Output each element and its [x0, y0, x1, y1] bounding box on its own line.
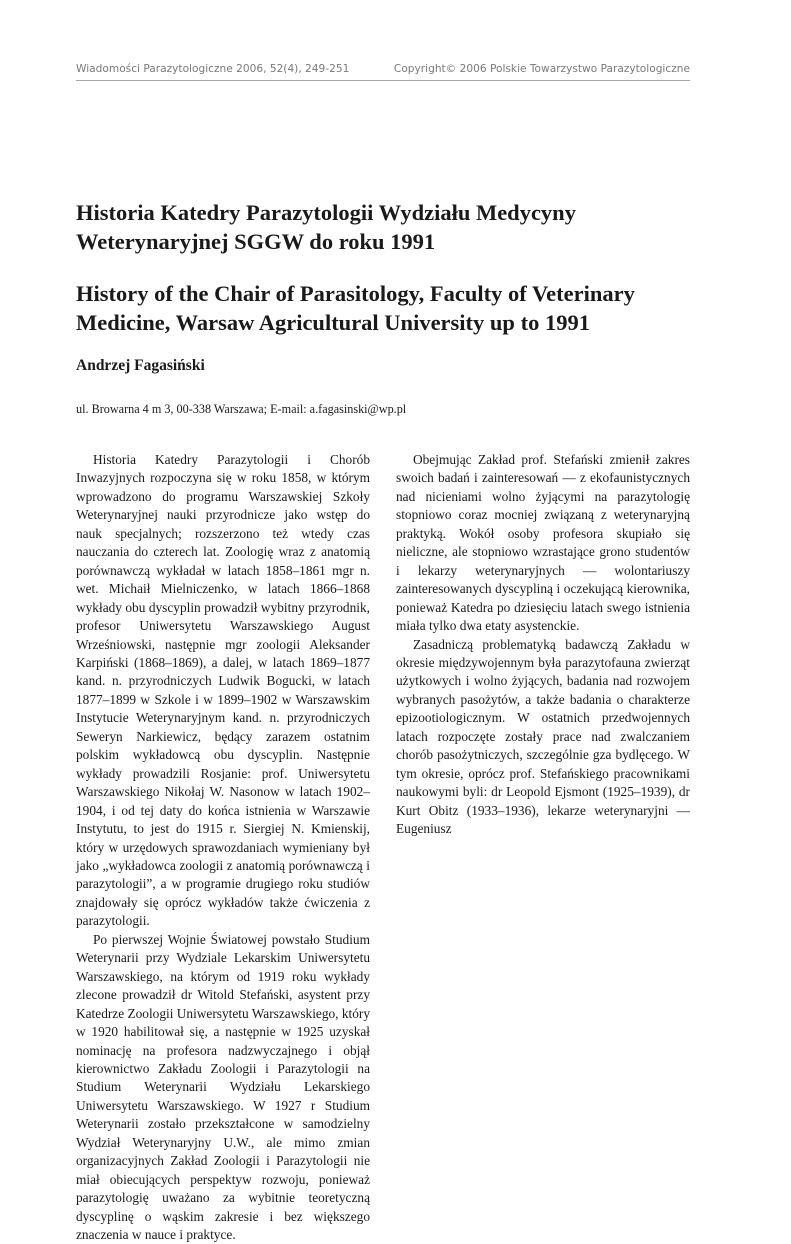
- title-polish: Historia Katedry Parazytologii Wydziału Medycyny Weterynaryjnej SGGW do roku 1991: [76, 200, 576, 254]
- journal-citation: Wiadomości Parazytologiczne 2006, 52(4), 249-251: [76, 63, 350, 75]
- paragraph: Historia Katedry Parazytologii i Chorób Inwazyjnych rozpoczyna się w roku 1858, w którym wprowadzono do programu Warszawskiej Szkoły Weterynaryjnej nauki przyrodnicze jako wstęp do nauk specjalnych; rozszerzono też wtedy czas nauczania do czterech lat. Zoologię wraz z anatomią porównawczą wykładał w latach 1858–1861 mgr n. wet. Michaił Mielniczenko, w latach 1866–1868 wykłady obu dyscyplin prowadził wybitny przyrodnik, profesor Uniwersytetu Warszawskiego August Wrześniowski, następnie mgr zoologii Aleksander Karpiński (1868–1869), a dalej, w latach 1869–1877 kand. n. przyrodniczych Ludwik Bogucki, w latach 1877–1899 w Szkole i w 1899–1902 w Warszawskim Instytucie Weterynaryjnym kand. n. przyrodniczych Seweryn Narkiewicz, będący zarazem ostatnim polskim wykładowcą obu dyscyplin. Następnie wykłady prowadzili Rosjanie: prof. Uniwersytetu Warszawskiego Nikołaj W. Nasonow w latach 1902–1904, i od tej daty do końca istnienia w Warszawie Instytutu, to jest do 1915 r. Siergiej N. Kmienskij, który w urzędowych sprawozdaniach wymieniany był jako „wykładowca zoologii z anatomią porównawczą i parazytologii”, a w programie drugiego roku studiów znajdowały się oprócz wykładów także ćwiczenia z parazytologii.: [76, 452, 370, 929]
- author-address: ul. Browarna 4 m 3, 00-338 Warszawa; E-mail: a.fagasinski@wp.pl: [76, 402, 407, 416]
- title-english: History of the Chair of Parasitology, Faculty of Veterinary Medicine, Warsaw Agricultural University up to 1991: [76, 281, 635, 335]
- body-column-right: [396, 451, 690, 839]
- paragraph: Obejmując Zakład prof. Stefański zmienił zakres swoich badań i zainteresowań — z ekofaunistycznych nad nicieniami wolno żyjącymi na parazytologię stopniowo coraz mocniej związaną z weterynaryjną praktyką. Wokół osoby profesora skupiało się nieliczne, ale stopniowo wzrastające grono studentów i lekarzy weterynaryjnych — wolontariuszy zainteresowanych dyscypliną i oczekującą kierownika, ponieważ Katedra po dziesięciu latach swego istnienia miała tylko dwa etaty asystenckie.: [396, 452, 690, 634]
- copyright-notice: Copyright© 2006 Polskie Towarzystwo Parazytologiczne: [393, 63, 690, 75]
- paragraph: Zasadniczą problematyką badawczą Zakładu w okresie międzywojennym była parazytofauna zwierząt użytkowych i wolno żyjących, badania nad rozwojem wybranych pasożytów, a także badania o charakterze epizootiologicznym. W ostatnich przedwojennych latach rozpoczęte zostały prace nad zwalczaniem chorób pasożytniczych, szczególnie gza bydlęcego. W tym okresie, oprócz prof. Stefańskiego pracownikami naukowymi byli: dr Leopold Ejsmont (1925–1939), dr Kurt Obitz (1933–1936), lekarze weterynaryjni — Eugeniusz: [396, 636, 690, 837]
- running-head: [76, 63, 690, 75]
- paragraph: Po pierwszej Wojnie Światowej powstało Studium Weterynarii przy Wydziale Lekarskim Uniwersytetu Warszawskiego, na którym od 1919 roku wykłady zlecone prowadził dr Witold Stefański, asystent przy Katedrze Zoologii Uniwersytetu Warszawskiego, który w 1920 habilitował się, a następnie w 1925 uzyskał nominację na profesora nadzwyczajnego i objął kierownictwo Zakładu Zoologii i Parazytologii na Studium Weterynarii Wydziału Lekarskiego Uniwersytetu Warszawskiego. W 1927 r Studium Weterynarii zostało przekształcone w samodzielny Wydział Weterynaryjny U.W., ale mimo zmian organizacyjnych Zakład Zoologii i Parazytologii nie miał obiecujących perspektyw rozwoju, ponieważ parazytologię uważano za wybitnie teoretyczną dyscyplinę o wąskim zakresie i bez większego znaczenia w nauce i praktyce.: [76, 931, 371, 1243]
- body-column-left: [76, 451, 370, 1244]
- header-rule: [76, 80, 690, 81]
- author-name: Andrzej Fagasiński: [76, 357, 205, 374]
